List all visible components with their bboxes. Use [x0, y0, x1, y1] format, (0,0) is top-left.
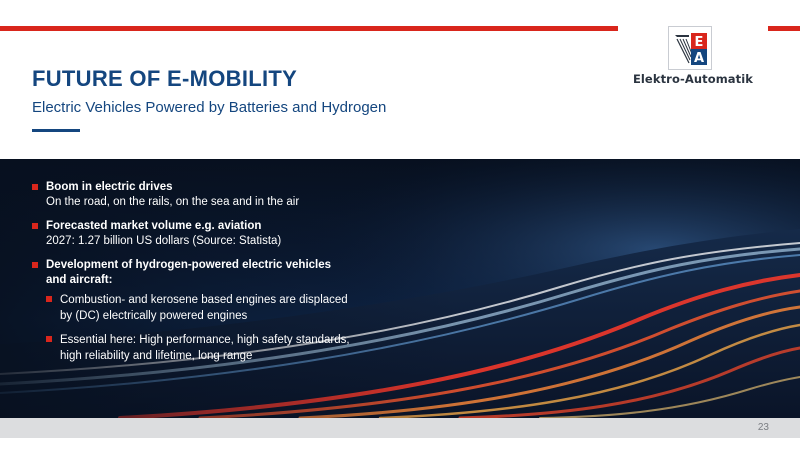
red-square-icon — [32, 184, 38, 190]
red-square-icon — [46, 336, 52, 342]
sub-bullet-item — [46, 292, 352, 324]
logo-wordmark: Elektro-Automatik — [632, 72, 754, 86]
logo-mark-letter-e: E — [694, 35, 704, 50]
red-square-icon — [32, 223, 38, 229]
bullet-text: On the road, on the rails, on the sea and in the air — [46, 196, 300, 208]
red-square-icon — [46, 296, 52, 302]
header-red-bar-right — [768, 26, 800, 31]
slide-subtitle: Electric Vehicles Powered by Batteries and Hydrogen — [32, 99, 387, 116]
sub-bullet-text: Combustion- and kerosene based engines are displaced by (DC) electrically powered engines — [60, 294, 348, 322]
bullet-text: 2027: 1.27 billion US dollars (Source: Statista) — [46, 235, 282, 247]
page-number: 23 — [757, 422, 769, 433]
bullet-heading: Boom in electric drives — [46, 181, 173, 193]
header-red-bar-left — [0, 26, 618, 31]
company-logo — [628, 22, 758, 92]
bullet-item-market-volume — [32, 219, 352, 249]
bullet-list — [32, 180, 352, 373]
red-square-icon — [32, 262, 38, 268]
ea-logo-icon — [668, 26, 712, 70]
footer-bar — [0, 418, 800, 438]
slide-title: FUTURE OF E-MOBILITY — [32, 66, 298, 91]
bullet-heading: Development of hydrogen-powered electric vehicles and aircraft: — [46, 259, 332, 286]
logo-mark-letter-a: A — [693, 51, 705, 66]
sub-bullet-text: Essential here: High performance, high safety standards, high reliability and lifetime, long range — [60, 334, 350, 362]
ea-logo-graphic — [669, 27, 713, 71]
bullet-heading: Forecasted market volume e.g. aviation — [46, 220, 262, 232]
sub-bullet-item — [46, 332, 352, 364]
bullet-item-electric-drives — [32, 180, 352, 210]
bullet-item-hydrogen-development — [32, 258, 352, 364]
title-underline — [32, 129, 80, 132]
sub-bullet-list — [46, 292, 352, 364]
